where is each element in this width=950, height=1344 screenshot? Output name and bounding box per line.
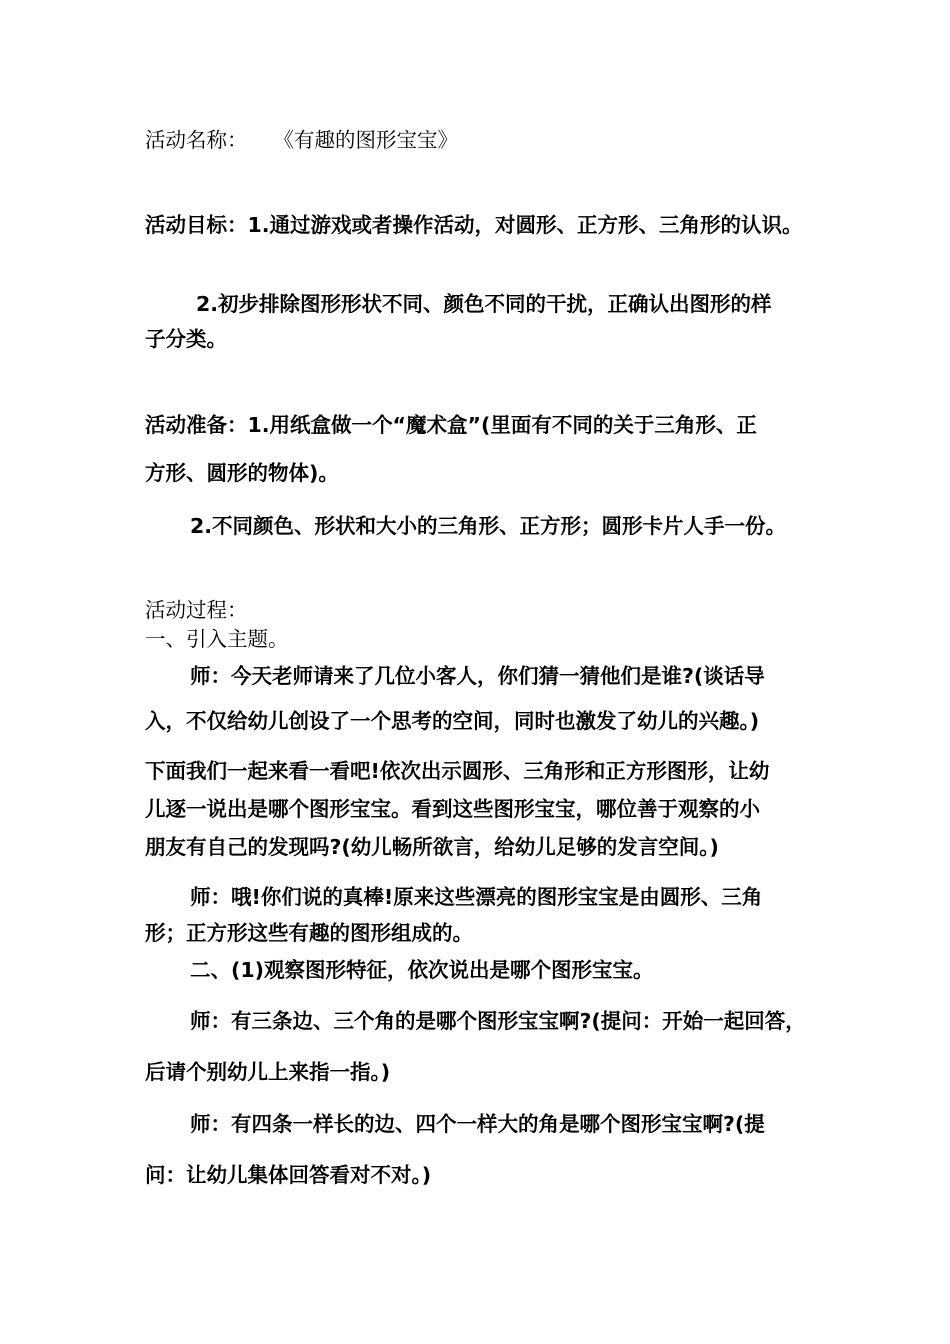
prep-label: 活动准备：	[145, 413, 248, 437]
goal-item-2-line-1: 2.初步排除图形形状不同、颜色不同的干扰，正确认出图形的样	[196, 292, 772, 316]
goals-line-1	[145, 210, 803, 240]
paragraph-4-line-1: 师：有三条边、三个角的是哪个图形宝宝啊?(提问：开始一起回答，	[190, 1009, 806, 1033]
prep-item-1-line-1: 1.用纸盒做一个“魔术盒”(里面有不同的关于三角形、正	[247, 413, 757, 437]
goal-item-1: 1.通过游戏或者操作活动，对圆形、正方形、三角形的认识。	[247, 213, 803, 237]
paragraph-2-line-2: 儿逐一说出是哪个图形宝宝。看到这些图形宝宝，哪位善于观察的小	[145, 797, 760, 821]
paragraph-5-line-2: 问：让幼儿集体回答看对不对。)	[145, 1163, 432, 1187]
activity-name-line	[145, 125, 458, 155]
section-1-heading: 一、引入主题。	[145, 627, 289, 651]
prep-item-1-line-2: 方形、圆形的物体)。	[145, 461, 339, 485]
prep-item-2: 2.不同颜色、形状和大小的三角形、正方形；圆形卡片人手一份。	[190, 514, 787, 538]
section-2-heading: 二、(1)观察图形特征，依次说出是哪个图形宝宝。	[190, 958, 654, 982]
paragraph-4-line-2: 后请个别幼儿上来指一指。)	[145, 1060, 391, 1084]
paragraph-5-line-1: 师：有四条一样长的边、四个一样大的角是哪个图形宝宝啊?(提	[190, 1112, 765, 1136]
paragraph-3-line-1: 师：哦!你们说的真棒!原来这些漂亮的图形宝宝是由圆形、三角	[190, 885, 763, 909]
process-label: 活动过程：	[145, 598, 248, 622]
activity-name-title: 《有趣的图形宝宝》	[273, 128, 458, 152]
goal-item-2-line-2: 子分类。	[145, 327, 227, 351]
paragraph-1-line-1: 师：今天老师请来了几位小客人，你们猜一猜他们是谁?(谈话导	[190, 664, 765, 688]
paragraph-2-line-3: 朋友有自己的发现吗?(幼儿畅所欲言，给幼儿足够的发言空间。)	[145, 835, 719, 859]
paragraph-1-line-2: 入，不仅给幼儿创设了一个思考的空间，同时也激发了幼儿的兴趣。)	[145, 709, 760, 733]
goals-label: 活动目标：	[145, 213, 248, 237]
activity-name-label: 活动名称：	[145, 128, 248, 152]
paragraph-2-line-1: 下面我们一起来看一看吧!依次出示圆形、三角形和正方形图形，让幼	[145, 759, 770, 783]
paragraph-3-line-2: 形；正方形这些有趣的图形组成的。	[145, 921, 473, 945]
prep-line-1	[145, 410, 757, 440]
